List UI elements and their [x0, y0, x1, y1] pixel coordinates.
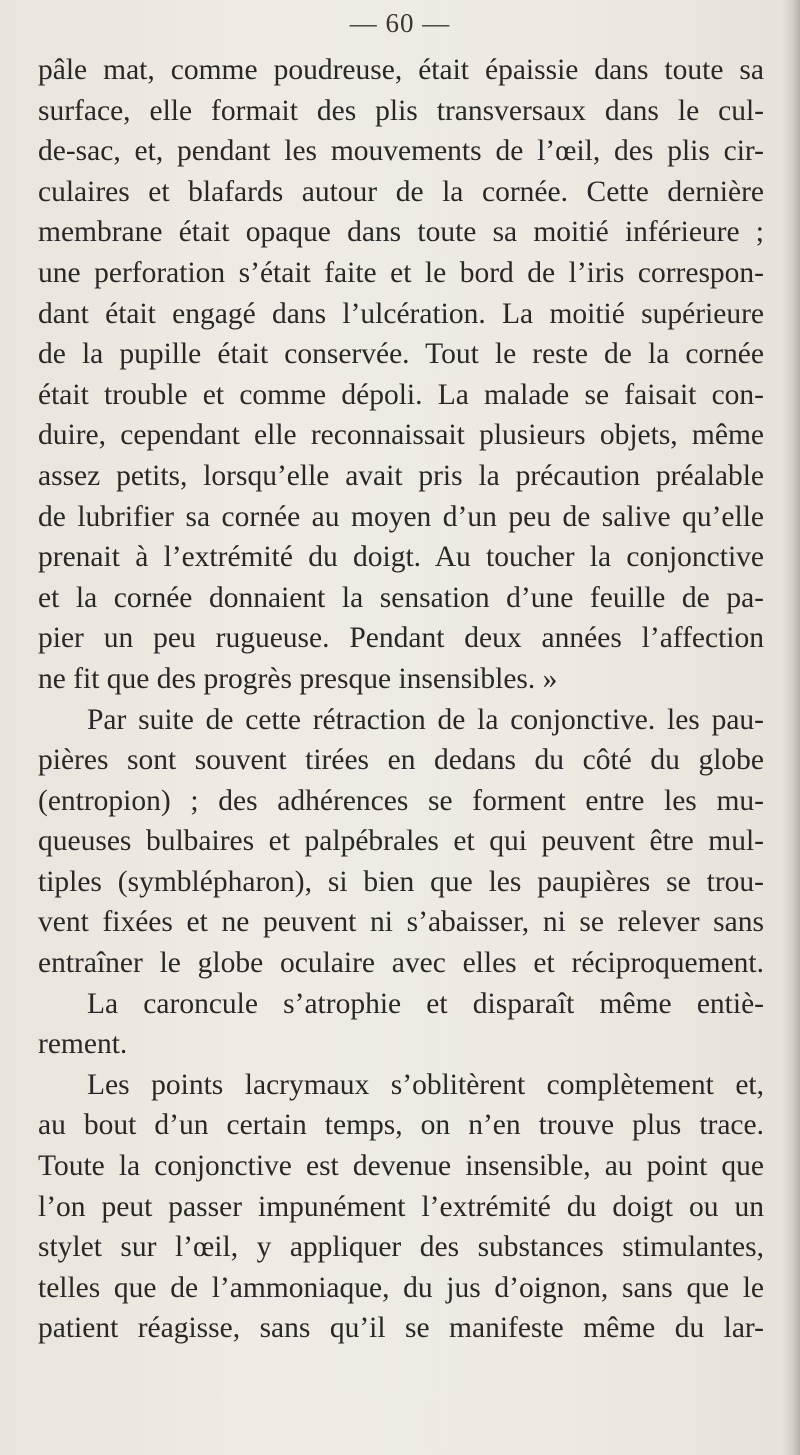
text-line: queuses bulbaires et palpébrales et qui peuvent être mul- — [38, 825, 764, 858]
text-line: l’on peut passer impunément l’extrémité du doigt ou un — [38, 1190, 764, 1223]
text-line: vent fixées et ne peuvent ni s’abaisser, ni se relever sans — [38, 906, 764, 939]
text-line: assez petits, lorsqu’elle avait pris la précaution préalable — [38, 459, 764, 492]
text-line: ne fit que des progrès presque insensibles. » — [38, 662, 558, 695]
text-line: duire, cependant elle reconnaissait plusieurs objets, même — [38, 419, 764, 452]
text-line: pier un peu rugueuse. Pendant deux années l’affection — [38, 622, 764, 655]
text-line: dant était engagé dans l’ulcération. La moitié supérieure — [38, 297, 764, 330]
text-line: telles que de l’ammoniaque, du jus d’oignon, sans que le — [38, 1271, 764, 1304]
page-edge-shadow — [782, 0, 800, 1455]
text-line: de la pupille était conservée. Tout le reste de la cornée — [38, 338, 764, 371]
text-line: de-sac, et, pendant les mouvements de l’œil, des plis cir- — [38, 135, 764, 168]
text-line: (entropion) ; des adhérences se forment entre les mu- — [38, 784, 764, 817]
text-line: stylet sur l’œil, y appliquer des substances stimulantes, — [38, 1231, 764, 1264]
text-line: et la cornée donnaient la sensation d’une feuille de pa- — [38, 581, 764, 614]
text-line: entraîner le globe oculaire avec elles et réciproquement. — [38, 947, 764, 980]
text-line: Les points lacrymaux s’oblitèrent complètement et, — [87, 1068, 764, 1101]
text-line: Toute la conjonctive est devenue insensible, au point que — [38, 1150, 764, 1183]
text-line: une perforation s’était faite et le bord de l’iris correspon- — [38, 256, 764, 289]
text-line: rement. — [38, 1028, 128, 1061]
body-text — [38, 50, 764, 1349]
text-line: La caroncule s’atrophie et disparaît même entiè- — [87, 987, 764, 1020]
text-line: prenait à l’extrémité du doigt. Au toucher la conjonctive — [38, 541, 764, 574]
text-line: de lubrifier sa cornée au moyen d’un peu de salive qu’elle — [38, 500, 764, 533]
text-line: Par suite de cette rétraction de la conjonctive. les pau- — [87, 703, 764, 736]
text-line: tiples (symblépharon), si bien que les paupières se trou- — [38, 865, 764, 898]
text-line: pières sont souvent tirées en dedans du côté du globe — [38, 744, 764, 777]
text-line: patient réagisse, sans qu’il se manifeste même du lar- — [38, 1312, 764, 1345]
text-line: membrane était opaque dans toute sa moitié inférieure ; — [38, 216, 764, 249]
page-number: — 60 — — [349, 8, 451, 38]
text-line: culaires et blafards autour de la cornée. Cette dernière — [38, 175, 764, 208]
text-line: au bout d’un certain temps, on n’en trouve plus trace. — [38, 1109, 764, 1142]
text-line: surface, elle formait des plis transversaux dans le cul- — [38, 94, 764, 127]
text-line: pâle mat, comme poudreuse, était épaissie dans toute sa — [38, 54, 764, 86]
text-line: était trouble et comme dépoli. La malade se faisait con- — [38, 378, 764, 411]
